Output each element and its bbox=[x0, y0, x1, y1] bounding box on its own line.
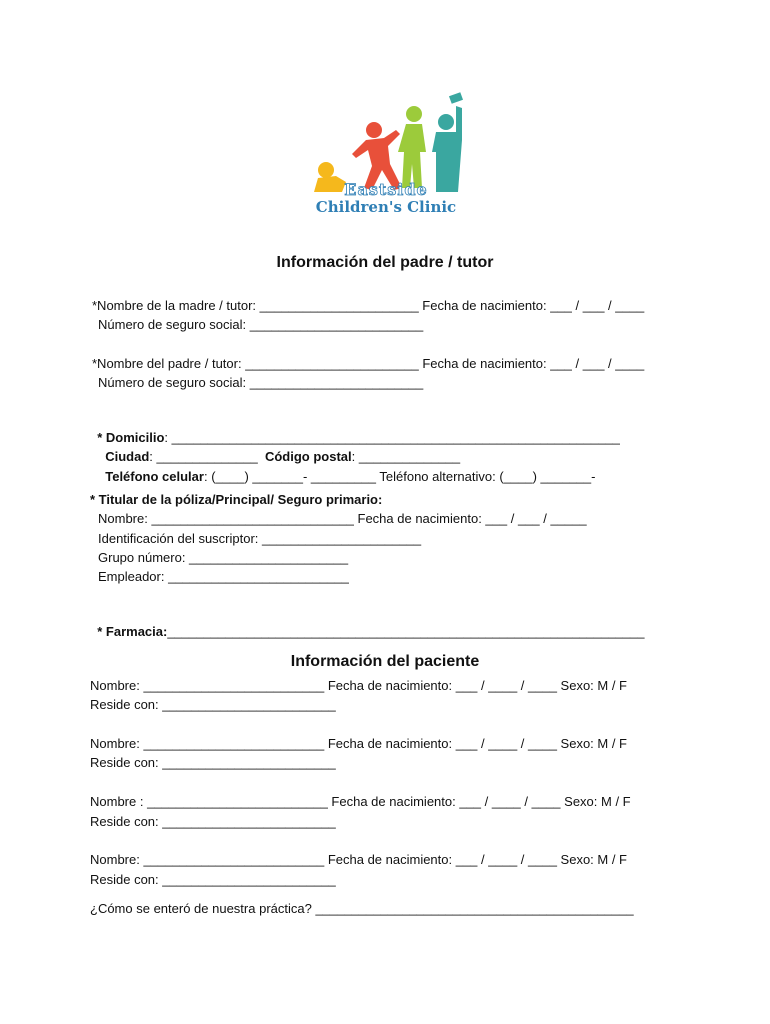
address-label: * Domicilio bbox=[97, 430, 165, 445]
group-number-field[interactable]: Grupo número: ______________________ bbox=[98, 550, 349, 565]
city-label: Ciudad bbox=[105, 449, 150, 464]
phone-field[interactable] bbox=[98, 453, 595, 485]
employer-field[interactable]: Empleador: _________________________ bbox=[98, 569, 349, 584]
parent-section-title: Información del padre / tutor bbox=[276, 254, 494, 271]
pharmacy-label: * Farmacia: bbox=[97, 624, 168, 639]
pharmacy-field[interactable] bbox=[90, 608, 645, 640]
patient-1-resides-field[interactable]: Reside con: ________________________ bbox=[90, 697, 336, 712]
father-name-field[interactable]: *Nombre del padre / tutor: ________________________ Fecha de nacimiento: ___ / ___ / ____ bbox=[92, 356, 645, 371]
father-ssn-field[interactable]: Número de seguro social: ________________________ bbox=[98, 375, 424, 390]
clinic-logo bbox=[296, 92, 476, 222]
city-blank[interactable]: : ______________ bbox=[149, 449, 265, 464]
patient-2-resides-field[interactable]: Reside con: ________________________ bbox=[90, 755, 336, 770]
patient-1-name-field[interactable]: Nombre: _________________________ Fecha de nacimiento: ___ / ____ / ____ Sexo: M / F bbox=[90, 678, 627, 693]
patient-2-name-field[interactable]: Nombre: _________________________ Fecha de nacimiento: ___ / ____ / ____ Sexo: M / F bbox=[90, 736, 627, 751]
patient-3-name-field[interactable]: Nombre : _________________________ Fecha de nacimiento: ___ / ____ / ____ Sexo: M / F bbox=[90, 794, 631, 809]
address-blank[interactable]: : ______________________________________________________________ bbox=[164, 430, 620, 445]
zip-blank[interactable]: : ______________ bbox=[351, 449, 461, 464]
zip-label: Código postal bbox=[264, 449, 352, 464]
mother-ssn-field[interactable]: Número de seguro social: ________________________ bbox=[98, 317, 424, 332]
pharmacy-blank[interactable]: __________________________________________________________________ bbox=[167, 624, 645, 639]
children-silhouettes-icon bbox=[296, 92, 476, 192]
phone-label: Teléfono celular bbox=[105, 469, 204, 484]
patient-section-title: Información del paciente bbox=[290, 653, 480, 670]
insurance-name-field[interactable]: Nombre: ____________________________ Fecha de nacimiento: ___ / ___ / _____ bbox=[98, 511, 587, 526]
phone-blank[interactable]: : (____) _______- _________ Teléfono alternativo: (____) _______- bbox=[203, 469, 596, 484]
logo-text-childrens-clinic: Children's Clinic bbox=[315, 198, 457, 216]
insurance-title: * Titular de la póliza/Principal/ Seguro primario: bbox=[90, 492, 383, 507]
patient-4-resides-field[interactable]: Reside con: ________________________ bbox=[90, 872, 336, 887]
subscriber-id-field[interactable]: Identificación del suscriptor: ______________________ bbox=[98, 531, 422, 546]
mother-name-field[interactable]: *Nombre de la madre / tutor: ______________________ Fecha de nacimiento: ___ / ___ / ____ bbox=[92, 298, 645, 313]
patient-3-resides-field[interactable]: Reside con: ________________________ bbox=[90, 814, 336, 829]
patient-4-name-field[interactable]: Nombre: _________________________ Fecha de nacimiento: ___ / ____ / ____ Sexo: M / F bbox=[90, 852, 627, 867]
referral-field[interactable]: ¿Cómo se enteró de nuestra práctica? ____________________________________________ bbox=[90, 901, 634, 916]
logo-text-eastside: Eastside bbox=[344, 180, 428, 199]
